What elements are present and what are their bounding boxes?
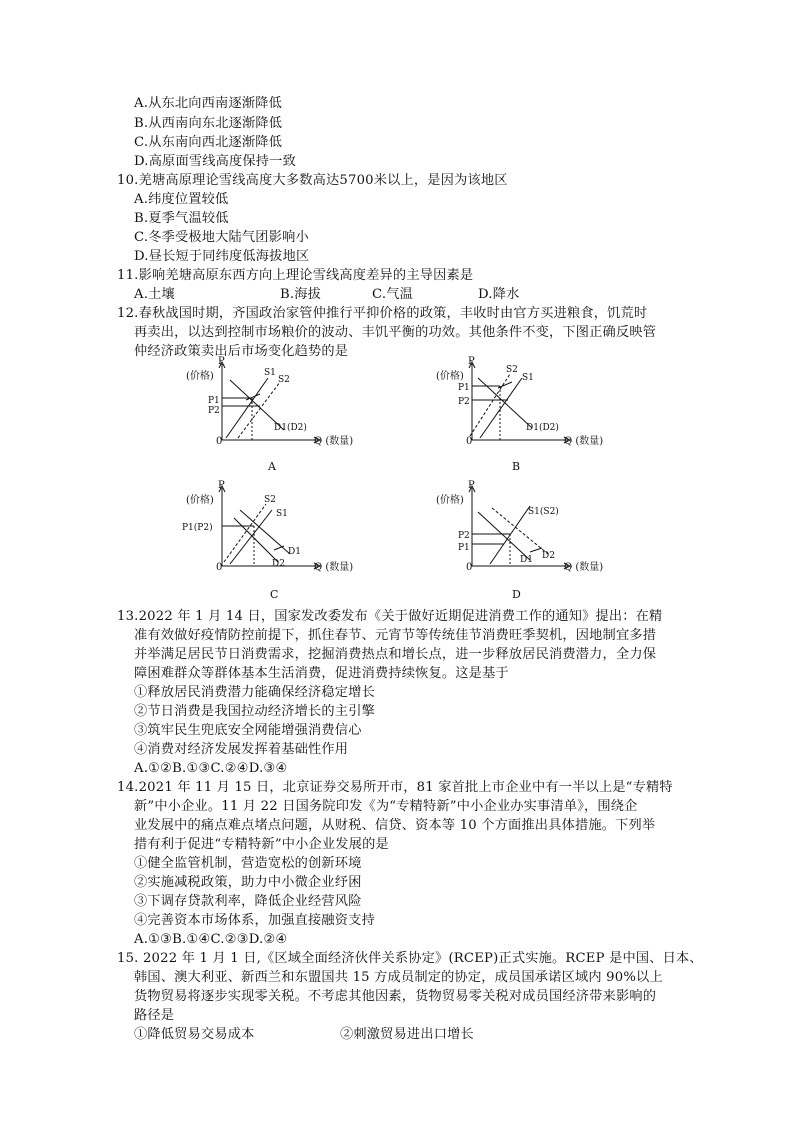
graph-b-price-label: (价格) xyxy=(436,371,464,382)
graph-b-d-label: D1(D2) xyxy=(526,423,559,433)
graph-d-d1 xyxy=(478,512,530,560)
graph-d-p2: P2 xyxy=(458,531,470,541)
graph-a-caption: A xyxy=(268,460,276,473)
q10-stem: 10.羌塘高原理论雪线高度大多数高达5700米以上，是因为该地区 xyxy=(117,173,508,188)
q13-item-3: ③筑牢民生兜底安全网能增强消费信心 xyxy=(134,723,362,738)
graph-b-s2 xyxy=(470,374,510,436)
q14-item-4: ④完善资本市场体系，加强直接融资支持 xyxy=(134,913,375,928)
graph-c-p: P1(P2) xyxy=(182,523,213,533)
q14-line-2: 新”中小企业。11 月 22 日国务院印发《为“专精特新”中小企业办实事清单》，围绕企 xyxy=(134,799,638,814)
q11-option-b: B.海拔 xyxy=(280,287,322,302)
graph-b-p2: P2 xyxy=(458,397,470,407)
graph-a xyxy=(180,358,380,458)
graph-b-origin: 0 xyxy=(466,436,473,447)
graph-b-q-label: Q (数量) xyxy=(564,436,604,447)
q9-option-b: B.从西南向东北逐渐降低 xyxy=(134,116,283,131)
graph-a-s1-label: S1 xyxy=(264,368,276,378)
q15-item-1: ①降低贸易交易成本 xyxy=(134,1027,255,1042)
graph-c-q-label: Q (数量) xyxy=(314,562,354,573)
q14-item-2: ②实施减税政策，助力中小微企业纾困 xyxy=(134,875,362,890)
graph-a-p1: P1 xyxy=(208,396,220,406)
q13-item-4: ④消费对经济发展发挥着基础性作用 xyxy=(134,742,349,757)
graph-b-p1: P1 xyxy=(458,383,470,393)
q12-line-1: 12.春秋战国时期，齐国政治家管仲推行平抑价格的政策，丰收时由官方买进粮食，饥荒时 xyxy=(117,306,648,321)
q10-option-a: A.纬度位置较低 xyxy=(134,192,229,207)
graph-a-p-label: P xyxy=(218,356,225,367)
q14-line-4: 措有利于促进“专精特新”中小企业发展的是 xyxy=(134,837,389,852)
graph-c-d2-label: D2 xyxy=(272,559,285,569)
q14-line-3: 业发展中的痛点难点堵点问题，从财税、信贷、资本等 10 个方面推出具体措施。下列举 xyxy=(134,818,656,833)
q13-line-3: 并举满足居民节日消费需求，挖掘消费热点和增长点，进一步释放居民消费潜力，全力保 xyxy=(134,647,657,662)
graph-c xyxy=(180,482,380,582)
graph-a-p2: P2 xyxy=(208,406,220,416)
q14-line-1: 14.2021 年 11 月 15 日，北京证券交易所开市，81 家首批上市企业中有一半以上是“专精特 xyxy=(117,780,673,795)
q9-option-a: A.从东北向西南逐渐降低 xyxy=(134,96,282,111)
q11-option-d: D.降水 xyxy=(478,287,520,302)
q13-line-1: 13.2022 年 1 月 14 日，国家发改委发布《关于做好近期促进消费工作的通知》提出：在精 xyxy=(117,609,663,624)
graph-a-origin: 0 xyxy=(216,436,223,447)
graph-a-s2-label: S2 xyxy=(278,375,290,385)
q12-line-3: 仲经济政策卖出后市场变化趋势的是 xyxy=(134,344,349,359)
graph-c-s1-label: S1 xyxy=(276,509,288,519)
graph-c-origin: 0 xyxy=(216,562,223,573)
q14-choices: A.①③B.①④C.②③D.②④ xyxy=(134,932,288,947)
graph-c-d1-label: D1 xyxy=(288,547,301,557)
graph-d-origin: 0 xyxy=(466,562,473,573)
graph-d-p-label: P xyxy=(468,480,475,491)
q13-line-4: 障困难群众等群体基本生活消费，促进消费持续恢复。这是基于 xyxy=(134,666,509,681)
graph-d-d1-label: D1 xyxy=(520,555,533,565)
q10-option-c: C.冬季受极地大陆气团影响小 xyxy=(134,230,309,245)
graph-c-price-label: (价格) xyxy=(186,495,214,506)
graph-c-s2 xyxy=(224,504,266,562)
graph-d xyxy=(430,482,630,582)
q12-line-2: 再卖出，以达到控制市场粮价的波动、丰饥平衡的功效。其他条件不变，下图正确反映管 xyxy=(134,325,657,340)
graph-b-s1-label: S1 xyxy=(522,373,534,383)
q14-item-1: ①健全监管机制，营造宽松的创新环境 xyxy=(134,856,362,871)
graph-c-s2-label: S2 xyxy=(264,495,276,505)
graph-a-d-label: D1(D2) xyxy=(274,423,307,433)
graph-c-s1 xyxy=(230,510,272,564)
graph-c-caption: C xyxy=(270,588,279,601)
graph-a-q-label: Q (数量) xyxy=(314,436,354,447)
graph-c-p-label: P xyxy=(218,480,225,491)
graph-b-caption: B xyxy=(512,460,521,473)
q9-option-c: C.从东南向西北逐渐降低 xyxy=(134,135,283,150)
q13-choices: A.①②B.①③C.②④D.③④ xyxy=(134,761,288,776)
q15-line-2: 韩国、澳大利亚、新西兰和东盟国共 15 方成员制定的协定，成员国承诺区域内 90%以上 xyxy=(134,970,663,985)
q15-item-2: ②刺激贸易进出口增长 xyxy=(340,1027,474,1042)
q15-line-4: 路径是 xyxy=(134,1008,175,1023)
q14-item-3: ③下调存贷款利率，降低企业经营风险 xyxy=(134,894,362,909)
graph-b xyxy=(430,358,630,458)
q11-option-c: C.气温 xyxy=(372,287,413,302)
graph-d-d2-label: D2 xyxy=(542,551,555,561)
q13-line-2: 准有效做好疫情防控前提下，抓住春节、元宵节等传统佳节消费旺季契机，因地制宜多措 xyxy=(134,628,657,643)
q15-line-1: 15. 2022 年 1 月 1 日,《区域全面经济伙伴关系协定》(RCEP)正式实施。RCEP 是中国、日本、 xyxy=(117,951,703,966)
q9-option-d: D.高原面雪线高度保持一致 xyxy=(134,154,296,169)
graph-b-s2-label: S2 xyxy=(506,365,518,375)
q13-item-1: ①释放居民消费潜力能确保经济稳定增长 xyxy=(134,685,375,700)
q10-option-b: B.夏季气温较低 xyxy=(134,211,229,226)
graph-d-caption: D xyxy=(512,588,521,601)
graph-b-p-label: P xyxy=(468,356,475,367)
q10-option-d: D.昼长短于同纬度低海拔地区 xyxy=(134,249,310,264)
graph-a-s1 xyxy=(226,378,268,438)
q11-option-a: A.土壤 xyxy=(134,287,175,302)
graph-d-p1: P1 xyxy=(458,543,470,553)
q15-line-3: 货物贸易将逐步实现零关税。不考虑其他因素，货物贸易零关税对成员国经济带来影响的 xyxy=(134,989,657,1004)
q11-stem: 11.影响羌塘高原东西方向上理论雪线高度差异的主导因素是 xyxy=(117,268,474,283)
graph-d-q-label: Q (数量) xyxy=(564,562,604,573)
graph-a-price-label: (价格) xyxy=(186,371,214,382)
q13-item-2: ②节日消费是我国拉动经济增长的主引擎 xyxy=(134,704,375,719)
graph-d-price-label: (价格) xyxy=(436,495,464,506)
graph-d-s-label: S1(S2) xyxy=(528,507,559,517)
